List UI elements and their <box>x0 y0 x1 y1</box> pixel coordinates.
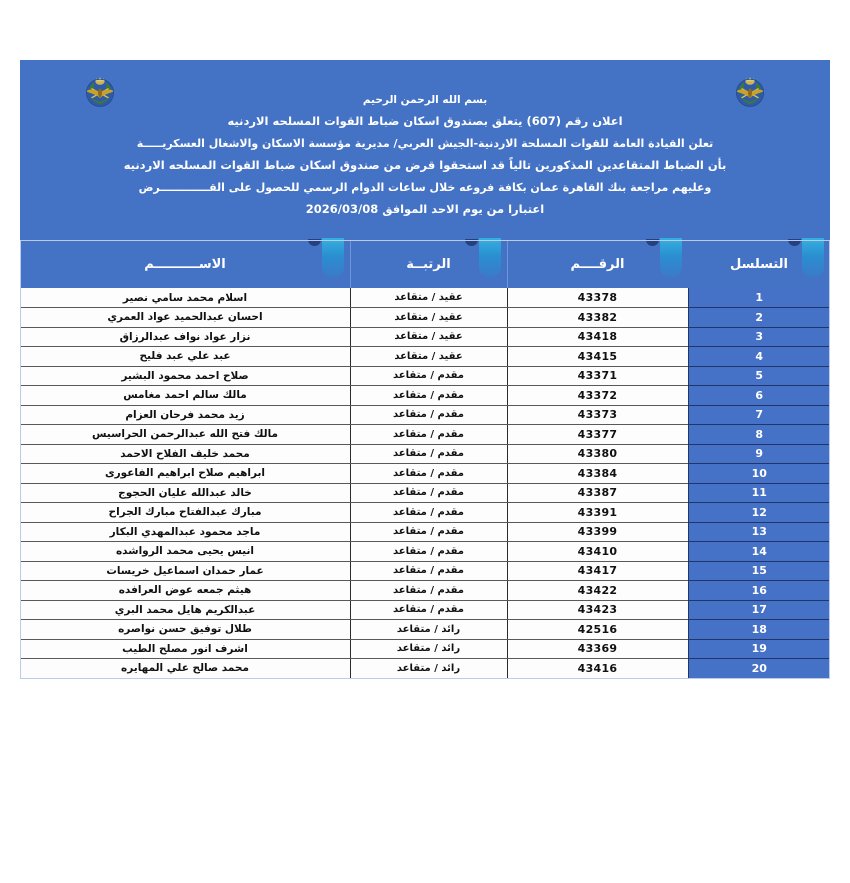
cell-rank: مقدم / متقاعد <box>350 522 507 542</box>
table-row <box>20 464 830 484</box>
cell-rank: رائد / متقاعد <box>350 639 507 659</box>
cell-rank: مقدم / متقاعد <box>350 542 507 562</box>
table-row <box>20 366 830 386</box>
cell-name: عبد علي عبد فليح <box>20 347 350 367</box>
bookmark-ribbon-icon <box>479 238 501 278</box>
cell-seq: 14 <box>688 542 830 562</box>
cell-rank: عقيد / متقاعد <box>350 347 507 367</box>
cell-rank: مقدم / متقاعد <box>350 425 507 445</box>
table-row <box>20 581 830 601</box>
cell-name: زيد محمد فرحان العزام <box>20 405 350 425</box>
cell-seq: 7 <box>688 405 830 425</box>
table-row <box>20 425 830 445</box>
column-header-seq <box>688 240 830 288</box>
jordanian-armed-forces-emblem <box>730 72 770 112</box>
header-line-authority: تعلن القيادة العامة للقوات المسلحة الاردنية-الجيش العربي/ مديرية مؤسسة الاسكان والاشغال العسكريـــــة <box>136 136 714 150</box>
cell-seq: 20 <box>688 659 830 679</box>
officers-table-wrapper <box>20 240 830 679</box>
table-row <box>20 600 830 620</box>
cell-seq: 3 <box>688 327 830 347</box>
cell-num: 43377 <box>507 425 688 445</box>
table-row <box>20 444 830 464</box>
cell-num: 43410 <box>507 542 688 562</box>
table-row <box>20 522 830 542</box>
table-body <box>20 288 830 678</box>
header-line-date: اعتبارا من يوم الاحد الموافق 2026/03/08 <box>305 202 545 217</box>
cell-seq: 19 <box>688 639 830 659</box>
cell-seq: 13 <box>688 522 830 542</box>
header-line-bank: وعليهم مراجعة بنك القاهرة عمان بكافة فروعه خلال ساعات الدوام الرسمي للحصول على القـــــــــــــرض <box>138 180 712 194</box>
announcement-document <box>20 60 830 679</box>
bookmark-ribbon-icon <box>802 238 824 278</box>
table-header-row <box>20 240 830 288</box>
cell-name: طلال توفيق حسن نواصره <box>20 620 350 640</box>
cell-seq: 11 <box>688 483 830 503</box>
cell-seq: 16 <box>688 581 830 601</box>
ribbon-nub-icon <box>465 239 478 246</box>
cell-rank: مقدم / متقاعد <box>350 503 507 523</box>
cell-num: 43380 <box>507 444 688 464</box>
cell-num: 43422 <box>507 581 688 601</box>
cell-num: 43384 <box>507 464 688 484</box>
cell-num: 43387 <box>507 483 688 503</box>
cell-name: محمد خليف الفلاح الاحمد <box>20 444 350 464</box>
cell-name: ابراهيم صلاح ابراهيم الفاعورى <box>20 464 350 484</box>
bookmark-ribbon-icon <box>660 238 682 278</box>
header-line-title: اعلان رقم (607) يتعلق بصندوق اسكان ضباط القوات المسلحه الاردنيه <box>227 114 623 129</box>
cell-seq: 17 <box>688 600 830 620</box>
header-line-eligible: بأن الضباط المتقاعدين المذكورين تالياً قد استحقوا قرض من صندوق اسكان ضباط القوات المسلحه الاردنيه <box>123 158 727 173</box>
ribbon-nub-icon <box>308 239 321 246</box>
cell-seq: 8 <box>688 425 830 445</box>
table-row <box>20 308 830 328</box>
cell-num: 42516 <box>507 620 688 640</box>
table-row <box>20 288 830 308</box>
cell-num: 43416 <box>507 659 688 679</box>
cell-name: عمار حمدان اسماعيل خريسات <box>20 561 350 581</box>
cell-name: احسان عبدالحميد عواد العمري <box>20 308 350 328</box>
cell-rank: مقدم / متقاعد <box>350 464 507 484</box>
cell-rank: رائد / متقاعد <box>350 659 507 679</box>
officers-table <box>20 240 831 679</box>
cell-num: 43391 <box>507 503 688 523</box>
cell-rank: رائد / متقاعد <box>350 620 507 640</box>
announcement-banner <box>20 60 830 240</box>
cell-seq: 2 <box>688 308 830 328</box>
ribbon-nub-icon <box>788 239 801 246</box>
cell-num: 43372 <box>507 386 688 406</box>
cell-rank: عقيد / متقاعد <box>350 308 507 328</box>
cell-seq: 9 <box>688 444 830 464</box>
cell-rank: مقدم / متقاعد <box>350 561 507 581</box>
jordanian-armed-forces-emblem <box>80 72 120 112</box>
cell-rank: مقدم / متقاعد <box>350 600 507 620</box>
cell-num: 43417 <box>507 561 688 581</box>
cell-name: مبارك عبدالفتاح مبارك الجراح <box>20 503 350 523</box>
cell-num: 43378 <box>507 288 688 308</box>
cell-rank: مقدم / متقاعد <box>350 366 507 386</box>
cell-name: نزار عواد نواف عبدالرزاق <box>20 327 350 347</box>
cell-name: اسلام محمد سامي نصير <box>20 288 350 308</box>
cell-name: مالك فتح الله عبدالرحمن الحراسيس <box>20 425 350 445</box>
cell-seq: 18 <box>688 620 830 640</box>
cell-rank: عقيد / متقاعد <box>350 327 507 347</box>
cell-name: هيثم جمعه عوض العرافده <box>20 581 350 601</box>
cell-rank: مقدم / متقاعد <box>350 483 507 503</box>
cell-seq: 6 <box>688 386 830 406</box>
cell-name: محمد صالح علي المهايره <box>20 659 350 679</box>
cell-seq: 10 <box>688 464 830 484</box>
cell-num: 43382 <box>507 308 688 328</box>
cell-name: انيس يحيى محمد الرواشده <box>20 542 350 562</box>
table-row <box>20 483 830 503</box>
cell-num: 43399 <box>507 522 688 542</box>
cell-name: مالك سالم احمد مغامس <box>20 386 350 406</box>
cell-name: خالد عبدالله عليان الحجوج <box>20 483 350 503</box>
cell-rank: مقدم / متقاعد <box>350 405 507 425</box>
ribbon-nub-icon <box>646 239 659 246</box>
cell-rank: عقيد / متقاعد <box>350 288 507 308</box>
header-line-basmala: بسم الله الرحمن الرحيم <box>362 94 488 106</box>
cell-seq: 1 <box>688 288 830 308</box>
column-header-name <box>20 240 350 288</box>
column-header-rank <box>350 240 507 288</box>
column-header-seq-label: التسلسل <box>729 256 788 272</box>
announcement-header-text <box>20 70 830 221</box>
cell-rank: مقدم / متقاعد <box>350 386 507 406</box>
table-row <box>20 542 830 562</box>
cell-name: عبدالكريم هايل محمد البري <box>20 600 350 620</box>
column-header-num-label: الرقــــم <box>570 256 625 272</box>
table-row <box>20 347 830 367</box>
table-row <box>20 620 830 640</box>
cell-seq: 5 <box>688 366 830 386</box>
table-row <box>20 639 830 659</box>
table-row <box>20 659 830 679</box>
table-row <box>20 327 830 347</box>
cell-num: 43423 <box>507 600 688 620</box>
cell-name: اشرف انور مصلح الطيب <box>20 639 350 659</box>
cell-num: 43369 <box>507 639 688 659</box>
cell-num: 43418 <box>507 327 688 347</box>
column-header-rank-label: الرتبــة <box>406 256 451 272</box>
cell-seq: 15 <box>688 561 830 581</box>
table-header <box>20 240 830 288</box>
cell-name: ماجد محمود عبدالمهدي البكار <box>20 522 350 542</box>
table-row <box>20 561 830 581</box>
table-row <box>20 386 830 406</box>
bookmark-ribbon-icon <box>322 238 344 278</box>
column-header-name-label: الاســــــــــم <box>144 256 226 272</box>
cell-seq: 12 <box>688 503 830 523</box>
cell-seq: 4 <box>688 347 830 367</box>
table-row <box>20 405 830 425</box>
cell-num: 43371 <box>507 366 688 386</box>
table-row <box>20 503 830 523</box>
cell-rank: مقدم / متقاعد <box>350 581 507 601</box>
cell-name: صلاح احمد محمود البشير <box>20 366 350 386</box>
cell-num: 43415 <box>507 347 688 367</box>
cell-rank: مقدم / متقاعد <box>350 444 507 464</box>
column-header-num <box>507 240 688 288</box>
cell-num: 43373 <box>507 405 688 425</box>
